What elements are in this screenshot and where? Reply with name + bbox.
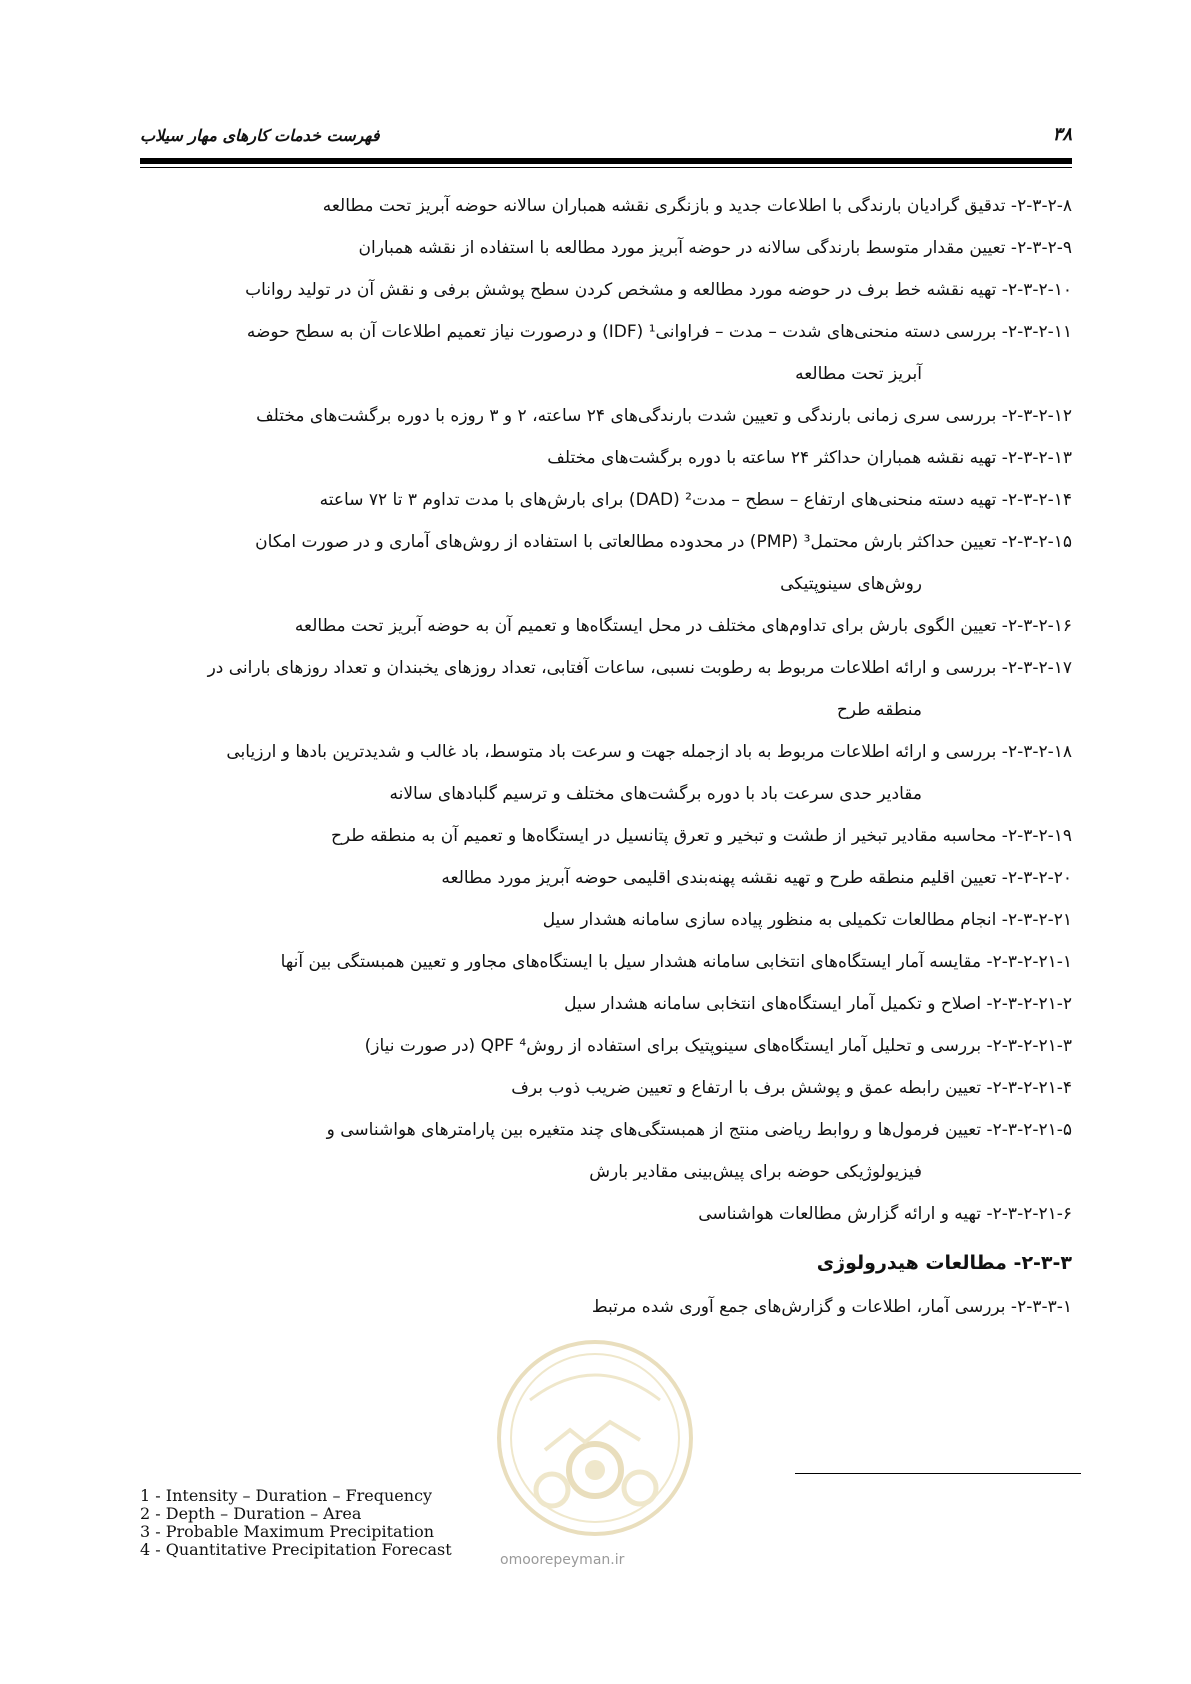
list-item — [140, 311, 1072, 395]
list-item-text: ۲-۳-۲-۱۲- بررسی سری زمانی بارندگی و تعیین شدت بارندگی‌های ۲۴ ساعته، ۲ و ۳ روزه با دوره برگشت‌های مختلف — [256, 406, 1072, 426]
list-item-text: ۲-۳-۲-۲۱-۳- بررسی و تحلیل آمار ایستگاه‌های سینوپتیک برای استفاده از روش⁴ QPF (در صورت نیاز) — [364, 1036, 1072, 1056]
list-item-continuation: آبریز تحت مطالعه — [795, 364, 922, 384]
list-item-text: ۲-۳-۲-۱۴- تهیه دسته منحنی‌های ارتفاع – سطح – مدت² (DAD) برای بارش‌های با مدت تداوم ۳ تا ۷۲ ساعته — [319, 490, 1072, 510]
list-item — [140, 1067, 1072, 1109]
list-item — [140, 941, 1072, 983]
list-item-text: ۲-۳-۲-۲۱- انجام مطالعات تکمیلی به منظور پیاده سازی سامانه هشدار سیل — [542, 910, 1072, 930]
footnote-rule — [795, 1473, 1081, 1474]
list-item — [140, 983, 1072, 1025]
list-item — [140, 521, 1072, 605]
list-item-text: ۲-۳-۲-۱۸- بررسی و ارائه اطلاعات مربوط به باد ازجمله جهت و سرعت باد متوسط، باد غالب و شدیدترین بادها و ارزیابی — [226, 742, 1072, 762]
list-item — [140, 1193, 1072, 1235]
footnotes — [140, 1487, 452, 1559]
list-item — [140, 1109, 1072, 1193]
list-item-text: ۲-۳-۲-۸- تدقیق گرادیان بارندگی با اطلاعات جدید و بازنگری نقشه همباران سالانه حوضه آبریز تحت مطالعه — [322, 196, 1072, 216]
list-item-text: ۲-۳-۲-۲۰- تعیین اقلیم منطقه طرح و تهیه نقشه پهنه‌بندی اقلیمی حوضه آبریز مورد مطالعه — [441, 868, 1072, 888]
section-item-list — [140, 1287, 1072, 1327]
list-item-text: ۲-۳-۲-۱۰- تهیه نقشه خط برف در حوضه مورد مطالعه و مشخص کردن سطح پوشش برفی و نقش آن در تولید رواناب — [245, 280, 1072, 300]
list-item — [140, 185, 1072, 227]
list-item-text: ۲-۳-۲-۲۱-۱- مقایسه آمار ایستگاه‌های انتخابی سامانه هشدار سیل با ایستگاه‌های مجاور و تعیین همبستگی بین آنها — [280, 952, 1072, 972]
watermark-seal-icon — [490, 1330, 700, 1545]
list-item-text: ۲-۳-۲-۱۹- محاسبه مقادیر تبخیر از طشت و تبخیر و تعرق پتانسیل در ایستگاه‌ها و تعمیم آن به منطقه طرح — [330, 826, 1072, 846]
list-item-text: ۲-۳-۲-۱۵- تعیین حداکثر بارش محتمل³ (PMP) در محدوده مطالعاتی با استفاده از روش‌های آماری و در صورت امکان — [255, 532, 1072, 552]
list-item-text: ۲-۳-۲-۲۱-۴- تعیین رابطه عمق و پوشش برف با ارتفاع و تعیین ضریب ذوب برف — [511, 1078, 1072, 1098]
list-item-text: ۲-۳-۲-۱۶- تعیین الگوی بارش برای تداوم‌های مختلف در محل ایستگاه‌ها و تعمیم آن به حوضه آبریز تحت مطالعه — [294, 616, 1072, 636]
list-item — [140, 605, 1072, 647]
running-header-title: فهرست خدمات کارهای مهار سیلاب — [140, 126, 380, 145]
list-item — [140, 479, 1072, 521]
footnote: 1 - Intensity – Duration – Frequency — [140, 1486, 433, 1505]
footnote: 2 - Depth – Duration – Area — [140, 1504, 362, 1523]
list-item-continuation: روش‌های سینوپتیکی — [780, 574, 922, 594]
list-item-continuation: منطقه طرح — [836, 700, 922, 720]
list-item — [140, 269, 1072, 311]
list-item — [140, 437, 1072, 479]
list-item-text: ۲-۳-۲-۱۳- تهیه نقشه همباران حداکثر ۲۴ ساعته با دوره برگشت‌های مختلف — [547, 448, 1072, 468]
list-item-continuation: مقادیر حدی سرعت باد با دوره برگشت‌های مختلف و ترسیم گلبادهای سالانه — [389, 784, 922, 804]
list-item — [140, 857, 1072, 899]
list-item — [140, 647, 1072, 731]
list-item-text: ۲-۳-۲-۱۱- بررسی دسته منحنی‌های شدت – مدت – فراوانی¹ (IDF) و درصورت نیاز تعمیم اطلاعات آن به سطح حوضه — [246, 322, 1072, 342]
body-content — [140, 185, 1072, 1327]
list-item-text: ۲-۳-۲-۹- تعیین مقدار متوسط بارندگی سالانه در حوضه آبریز مورد مطالعه با استفاده از نقشه همباران — [358, 238, 1072, 258]
list-item-continuation: فیزیولوژیکی حوضه برای پیش‌بینی مقادیر بارش — [589, 1162, 922, 1182]
page-number: ۳۸ — [1052, 124, 1072, 145]
list-item-text: ۲-۳-۲-۲۱-۶- تهیه و ارائه گزارش مطالعات هواشناسی — [698, 1204, 1072, 1224]
footnote: 3 - Probable Maximum Precipitation — [140, 1522, 435, 1541]
footnote: 4 - Quantitative Precipitation Forecast — [140, 1540, 452, 1559]
list-item: ۲-۳-۳-۱- بررسی آمار، اطلاعات و گزارش‌های جمع آوری شده مرتبط — [591, 1297, 1072, 1317]
list-item — [140, 227, 1072, 269]
list-item-text: ۲-۳-۲-۲۱-۲- اصلاح و تکمیل آمار ایستگاه‌های انتخابی سامانه هشدار سیل — [564, 994, 1072, 1014]
header-rule-thick — [140, 158, 1072, 164]
section-heading: ۲-۳-۳- مطالعات هیدرولوژی — [816, 1252, 1072, 1274]
list-item-text: ۲-۳-۲-۲۱-۵- تعیین فرمول‌ها و روابط ریاضی منتج از همبستگی‌های چند متغیره بین پارامترهای هواشناسی و — [326, 1120, 1072, 1140]
watermark-url: omoorepeyman.ir — [500, 1552, 625, 1568]
list-item — [140, 395, 1072, 437]
list-item-text: ۲-۳-۲-۱۷- بررسی و ارائه اطلاعات مربوط به رطوبت نسبی، ساعات آفتابی، تعداد روزهای یخبندان و تعداد روزهای بارانی در — [207, 658, 1072, 678]
list-item — [140, 899, 1072, 941]
list-item — [140, 1025, 1072, 1067]
list-item — [140, 731, 1072, 815]
item-list — [140, 185, 1072, 1235]
header-rule-thin — [140, 167, 1072, 168]
list-item — [140, 815, 1072, 857]
